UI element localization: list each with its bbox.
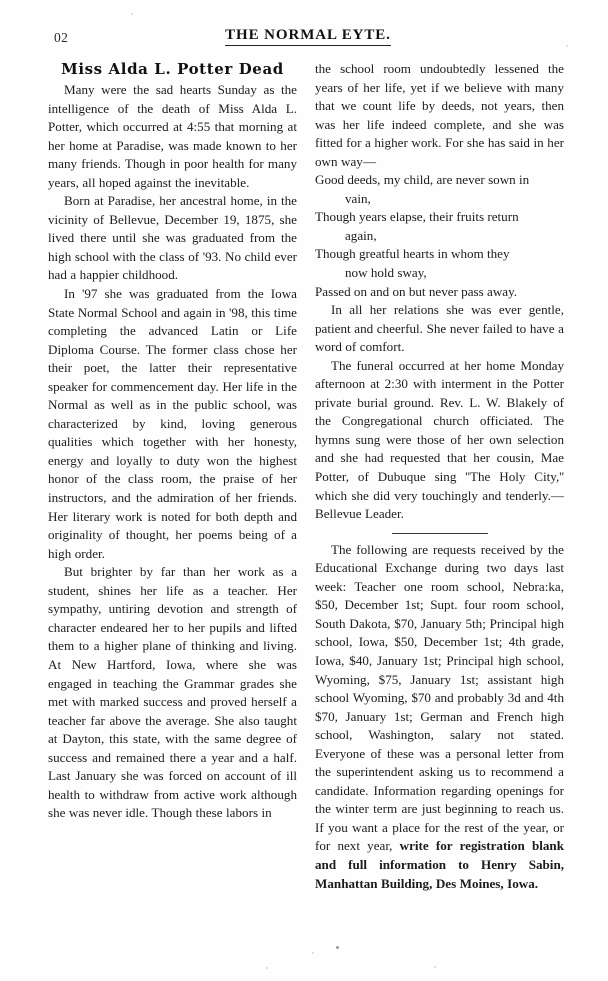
verse-line: Good deeds, my child, are never sown in: [315, 172, 530, 188]
scan-speck: [312, 952, 314, 954]
publication-title: THE NORMAL EYTE.: [225, 27, 391, 46]
article-paragraph: The funeral occurred at her home Monday afternoon at 2:30 with interment in the Potter private burial ground. Rev. L. W. Blakely of the Congregational church officiated. The hymns sung were those of her own selection and she had requested that her cousin, Mae Potter, of Dubuque sing ''The Holy City,'' which she did very touchingly and tenderly.—Bellevue Leader.: [315, 357, 564, 522]
left-column: [48, 60, 297, 893]
poem-verse: [315, 171, 564, 301]
article-paragraph: In '97 she was graduated from the Iowa State Normal School and again in '98, this time completing the advanced Latin or Life Diploma Course. The former class chose her their poet, the latter their representative speaker for commencement day. Her life in the Normal as well as in the public school, was characterized by kind, loving generous qualities which together with her honesty, energy and loyally to duty won the highest honor of the class room, the praise of her instructors, and the admiration of her friends. Her literary work is noted for both depth and originality of thought, her poems being of a high order.: [48, 286, 297, 561]
verse-line: Passed on and on but never pass away.: [315, 283, 518, 299]
running-head: [48, 26, 568, 52]
exchange-notice-body: The following are requests received by the Educational Exchange during two days last week: Teacher one room school, Nebra:ka, $50, December 1st; Supt. four room school, South Dakota, $70, January 5th; Principal high school, Iowa, $50, December 1st; 4th grade, Iowa, $40, January 1st; Principal high school, Wyoming, $75, January 1st; assistant high school Wyoming, $70 and probably 3d and 4th $70, January 1st; German and French high school, Washington, salary not stated. Everyone of these was a personal letter from the superintendent asking us to recommend a candidate. Information regarding openings for the winter term are just beginning to reach us. If you want a place for the rest of the year, or for next year,: [315, 541, 564, 854]
article-continuation-paragraph: the school room undoubtedly lessened the years of her life, yet if we believe with many that we count life by deeds, not years, then was her life indeed complete, and she was fitted for a higher work. For she has said in her own way—: [315, 61, 564, 169]
article-paragraph: But brighter by far than her work as a student, shines her life as a teacher. Her sympathy, untiring devotion and strength of character endeared her to her pupils and lifted them to a higher plane of thinking and living. At New Hartford, Iowa, where she was engaged in teaching the Grammar grades she met with marked success and proved herself a teacher far above the average. She also taught at Dayton, this state, with the same degree of success and remained there a year and a half. Last January she was forced on account of ill health to withdraw from active work although she was never idle. Though these labors in: [48, 564, 297, 821]
verse-line: again,: [345, 227, 377, 243]
verse-line: now hold sway,: [345, 265, 427, 281]
verse-line: vain,: [345, 190, 371, 206]
running-title-container: [48, 26, 568, 46]
scan-speck: [434, 966, 436, 968]
scan-speck: [131, 13, 133, 15]
article-paragraph: In all her relations she was ever gentle, patient and cheerful. She never failed to have a word of comfort.: [315, 302, 564, 355]
scan-speck: [266, 967, 268, 969]
page-folio-number: 02: [54, 30, 69, 45]
scan-speck: [336, 946, 339, 949]
article-paragraph: Many were the sad hearts Sunday as the intelligence of the death of Miss Alda L. Potter, which occurred at 4:55 that morning at her home at Paradise, was made known to her many friends. Though in poor health for many years, all hoped against the inevitable.: [48, 82, 297, 190]
article-headline: Miss Alda L. Potter Dead: [61, 60, 284, 78]
article-paragraph: Born at Paradise, her ancestral home, in the vicinity of Bellevue, December 19, 1875, she lived there until she was graduated from the high school with the class of '93. No child ever had a happier childhood.: [48, 193, 297, 283]
two-column-layout: [48, 60, 568, 893]
verse-line: Though years elapse, their fruits return: [315, 209, 519, 225]
exchange-notice-contact: write for registration blank and full information to Henry Sabin, Manhattan Building, Des Moines, Iowa.: [315, 838, 564, 891]
exchange-notice-paragraph: [315, 541, 564, 893]
verse-line: Though greatful hearts in whom they: [315, 246, 510, 262]
right-column: [315, 60, 564, 893]
section-divider-rule: [392, 533, 488, 534]
